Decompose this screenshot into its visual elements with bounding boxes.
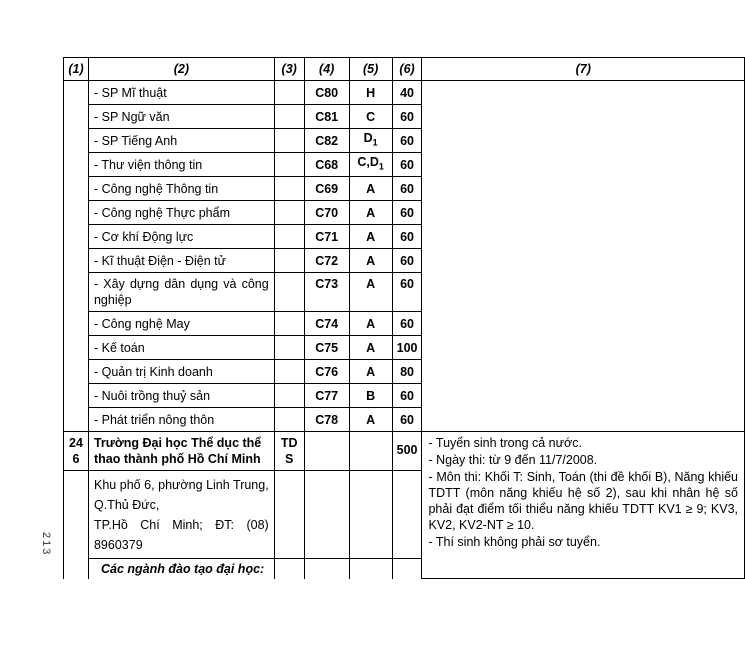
major-quota: 60 (392, 201, 422, 225)
blank-cell (274, 312, 304, 336)
blank-cell (274, 105, 304, 129)
school-row (64, 432, 745, 471)
blank-cell (274, 153, 304, 177)
major-block: A (349, 360, 392, 384)
blank-cell (392, 559, 422, 579)
city-phone-line: TP.Hồ Chí Minh; ĐT: (08) 8960379 (93, 518, 269, 552)
major-code: C77 (304, 384, 349, 408)
major-code: C68 (304, 153, 349, 177)
blank-cell (349, 559, 392, 579)
col-header: (4) (304, 58, 349, 81)
major-quota: 60 (392, 177, 422, 201)
blank-cell (274, 471, 304, 559)
col-header: (3) (274, 58, 304, 81)
table-row (64, 81, 745, 105)
major-block: A (349, 312, 392, 336)
programs-heading: Các ngành đào tạo đại học: (88, 559, 274, 579)
major-block: $D_1$ (349, 129, 392, 153)
major-code: C74 (304, 312, 349, 336)
school-index-line: 24 (69, 436, 83, 450)
major-quota: 100 (392, 336, 422, 360)
major-code: C70 (304, 201, 349, 225)
blank-cell (274, 336, 304, 360)
blank-cell (304, 471, 349, 559)
major-code: C75 (304, 336, 349, 360)
note-item: - Môn thi: Khối T: Sinh, Toán (thi đề khối B), Năng khiếu TDTT (môn năng khiếu hệ số 2), sau khi nhân hệ số phải đạt điểm tối thiểu năng khiếu TDTT KV1 ≥ 9; KV3, KV2, KV2-NT ≥ 10. (428, 470, 738, 532)
blank-cell (64, 201, 89, 225)
major-code: C78 (304, 408, 349, 432)
blank-cell (274, 249, 304, 273)
major-quota: 60 (392, 273, 422, 312)
blank-cell (392, 471, 422, 559)
major-block: A (349, 336, 392, 360)
blank-cell (274, 273, 304, 312)
blank-cell (64, 273, 89, 312)
major-block: B (349, 384, 392, 408)
school-index-line: 6 (72, 452, 80, 466)
blank-cell (274, 360, 304, 384)
notes-blank (422, 81, 745, 432)
major-name: - SP Mĩ thuật (88, 81, 274, 105)
major-name: - Phát triển nông thôn (88, 408, 274, 432)
note-item: - Thí sinh không phải sơ tuyển. (428, 535, 601, 549)
major-block: A (349, 201, 392, 225)
school-notes (422, 432, 745, 579)
major-code: C81 (304, 105, 349, 129)
blank-cell (274, 201, 304, 225)
major-name: - Cơ khí Động lực (88, 225, 274, 249)
major-name: - Kế toán (88, 336, 274, 360)
blank-cell (64, 177, 89, 201)
major-block: H (349, 81, 392, 105)
major-name: - SP Ngữ văn (88, 105, 274, 129)
major-code: C73 (304, 273, 349, 312)
blank-cell (64, 360, 89, 384)
note-item: - Tuyển sinh trong cả nước. (428, 436, 582, 450)
major-code: C71 (304, 225, 349, 249)
blank-cell (349, 471, 392, 559)
major-name: - Xây dựng dân dụng và công nghiệp (88, 273, 274, 312)
blank-cell (64, 129, 89, 153)
blank-cell (304, 559, 349, 579)
col-header: (7) (422, 58, 745, 81)
school-code (274, 432, 304, 471)
col-header: (1) (64, 58, 89, 81)
major-quota: 60 (392, 225, 422, 249)
blank-cell (64, 471, 89, 559)
address-line: Khu phố 6, phường Linh Trung, Q.Thủ Đức, (93, 478, 269, 512)
major-name: - Công nghệ May (88, 312, 274, 336)
major-name: - Thư viện thông tin (88, 153, 274, 177)
major-name: - Quản trị Kinh doanh (88, 360, 274, 384)
blank-cell (64, 81, 89, 105)
blank-cell (274, 408, 304, 432)
major-block: A (349, 177, 392, 201)
school-code-col4 (304, 432, 349, 471)
major-code: C72 (304, 249, 349, 273)
school-code-line: TD (280, 436, 298, 450)
blank-cell (64, 225, 89, 249)
major-quota: 60 (392, 153, 422, 177)
blank-cell (64, 336, 89, 360)
major-block: A (349, 273, 392, 312)
major-quota: 60 (392, 408, 422, 432)
blank-cell (64, 408, 89, 432)
school-quota: 500 (392, 432, 422, 471)
blank-cell (64, 105, 89, 129)
header-row (64, 58, 745, 81)
major-code: C69 (304, 177, 349, 201)
blank-cell (274, 384, 304, 408)
blank-cell (274, 559, 304, 579)
school-index (64, 432, 89, 471)
major-quota: 60 (392, 384, 422, 408)
school-address (88, 471, 274, 559)
note-item: - Ngày thi: từ 9 đến 11/7/2008. (428, 453, 598, 467)
blank-cell (274, 225, 304, 249)
blank-cell (274, 129, 304, 153)
major-quota: 60 (392, 105, 422, 129)
school-code-line: S (285, 452, 294, 466)
page-number: 213 (40, 532, 52, 557)
major-name: - SP Tiếng Anh (88, 129, 274, 153)
school-name: Trường Đại học Thể dục thể thao thành phố Hồ Chí Minh (88, 432, 274, 471)
major-block: C (349, 105, 392, 129)
blank-cell (274, 81, 304, 105)
major-code: C80 (304, 81, 349, 105)
major-block: A (349, 408, 392, 432)
school-block (349, 432, 392, 471)
major-quota: 60 (392, 249, 422, 273)
major-block: A (349, 249, 392, 273)
major-code: C82 (304, 129, 349, 153)
major-name: - Công nghệ Thực phẩm (88, 201, 274, 225)
major-name: - Kĩ thuật Điện - Điện tử (88, 249, 274, 273)
major-quota: 60 (392, 312, 422, 336)
blank-cell (64, 153, 89, 177)
major-quota: 40 (392, 81, 422, 105)
blank-cell (64, 312, 89, 336)
col-header: (5) (349, 58, 392, 81)
major-code: C76 (304, 360, 349, 384)
blank-cell (64, 559, 89, 579)
blank-cell (274, 177, 304, 201)
blank-cell (64, 384, 89, 408)
major-name: - Công nghệ Thông tin (88, 177, 274, 201)
major-quota: 80 (392, 360, 422, 384)
col-header: (2) (88, 58, 274, 81)
admissions-table (63, 57, 745, 579)
major-quota: 60 (392, 129, 422, 153)
major-name: - Nuôi trồng thuỷ sản (88, 384, 274, 408)
blank-cell (64, 249, 89, 273)
col-header: (6) (392, 58, 422, 81)
major-block: $C,D_1$ (349, 153, 392, 177)
major-block: A (349, 225, 392, 249)
